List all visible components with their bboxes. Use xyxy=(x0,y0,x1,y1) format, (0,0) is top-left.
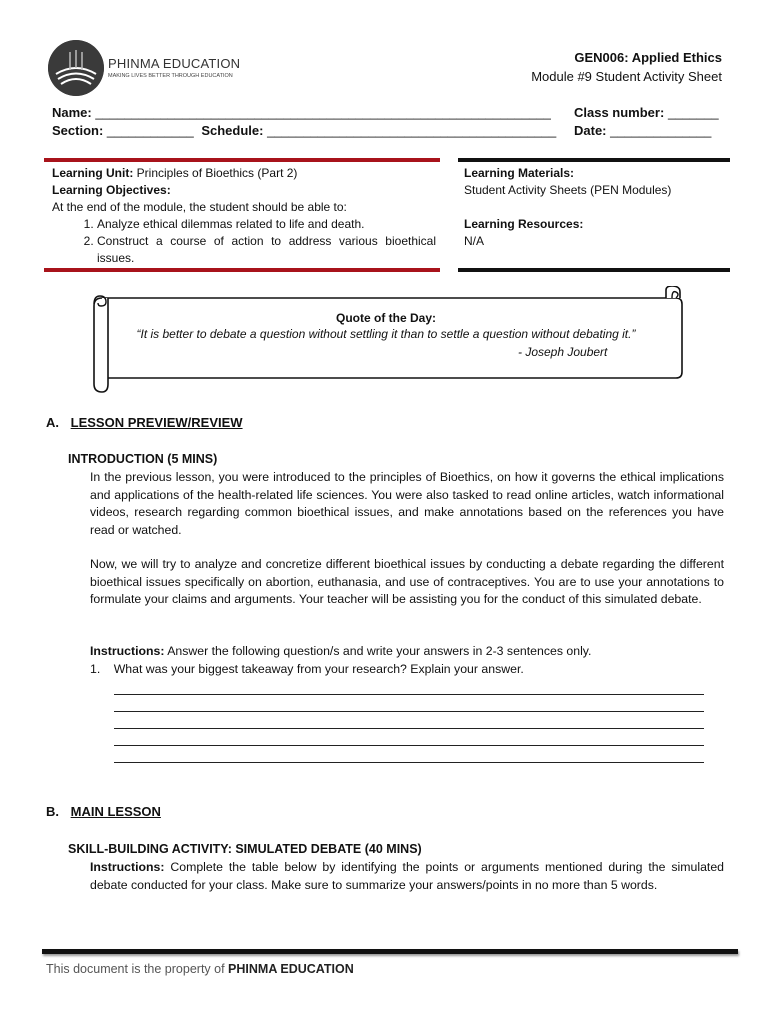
name-label: Name: xyxy=(52,105,92,120)
learning-objectives-intro: At the end of the module, the student should be able to: xyxy=(52,200,347,214)
instructions-text: Answer the following question/s and write your answers in 2-3 sentences only. xyxy=(167,644,592,658)
section-b-instructions xyxy=(90,859,724,894)
section-label: Section: xyxy=(52,123,104,138)
right-top-black-bar xyxy=(458,158,730,162)
logo-name: PHINMA EDUCATION xyxy=(108,56,241,71)
phinma-logo xyxy=(48,40,241,98)
section-blank[interactable]: ____________ xyxy=(106,123,194,138)
question-text: What was your biggest takeaway from your research? Explain your answer. xyxy=(113,662,524,676)
quote-text: “It is better to debate a question without settling it than to settle a question without debating it.” xyxy=(136,327,636,341)
course-code: GEN006: Applied Ethics xyxy=(574,50,722,65)
learning-materials-value: Student Activity Sheets (PEN Modules) xyxy=(464,183,672,197)
date-blank[interactable]: ______________ xyxy=(610,123,712,138)
class-number-field[interactable] xyxy=(574,104,719,122)
left-top-red-bar xyxy=(44,158,440,162)
left-bottom-red-bar xyxy=(44,268,440,272)
activity-heading: SKILL-BUILDING ACTIVITY: SIMULATED DEBATE (40 MINS) xyxy=(68,842,422,856)
section-b-letter: B. xyxy=(46,804,59,819)
footer-prefix: This document is the property of xyxy=(46,962,225,976)
objectives-list xyxy=(52,216,436,267)
section-a-instructions xyxy=(90,643,724,661)
right-bottom-black-bar xyxy=(458,268,730,272)
date-label: Date: xyxy=(574,123,607,138)
learning-materials-label: Learning Materials: xyxy=(464,166,575,180)
section-a-heading xyxy=(46,415,243,430)
footer-owner: PHINMA EDUCATION xyxy=(228,962,354,976)
name-blank[interactable]: _______________________________________________________________ xyxy=(95,105,551,120)
intro-paragraph-1: In the previous lesson, you were introduced to the principles of Bioethics, on how it governs the ethical implications and applications of the health-related life sciences. You were also tasked to read online articles, watch informational videos, research regarding common bioethical issues, and make annotations based on the references you have read or watched. xyxy=(90,470,724,537)
section-field[interactable] xyxy=(52,122,556,140)
logo-tagline: MAKING LIVES BETTER THROUGH EDUCATION xyxy=(108,73,233,79)
answer-line[interactable] xyxy=(114,762,704,763)
quote-scroll xyxy=(88,286,684,398)
intro-paragraph-2: Now, we will try to analyze and concretize different bioethical issues by conducting a debate regarding the different bioethical issues specifically on abortion, euthanasia, and use of contraceptives. You are to use your annotations to formulate your claims and arguments. Your teacher will be assisting you for the conduct of this simulated debate. xyxy=(90,557,724,606)
module-title: Module #9 Student Activity Sheet xyxy=(531,69,722,84)
objective-item: 1. Analyze ethical dilemmas related to life and death. xyxy=(97,216,436,233)
instructions-label: Instructions: xyxy=(90,860,165,874)
answer-line[interactable] xyxy=(114,728,704,729)
section-b-heading xyxy=(46,804,161,819)
scroll-banner-icon xyxy=(88,286,684,398)
footer-text xyxy=(46,962,354,976)
schedule-blank[interactable]: ________________________________________ xyxy=(267,123,557,138)
answer-line[interactable] xyxy=(114,694,704,695)
objective-item: 2. Construct a course of action to address various bioethical issues. xyxy=(97,233,436,267)
class-number-blank[interactable]: _______ xyxy=(667,105,719,120)
instructions-text: Complete the table below by identifying the points or arguments mentioned during the simulated debate conducted for your class. Make sure to summarize your answers/points in no more than 5 words. xyxy=(90,860,724,892)
course-header xyxy=(531,48,722,86)
learning-unit-label: Learning Unit: xyxy=(52,166,134,180)
name-field[interactable] xyxy=(52,104,551,122)
learning-unit-value: Principles of Bioethics (Part 2) xyxy=(136,166,298,180)
section-a-letter: A. xyxy=(46,415,59,430)
section-b-title: MAIN LESSON xyxy=(70,804,161,819)
instructions-label: Instructions: xyxy=(90,644,165,658)
answer-line[interactable] xyxy=(114,711,704,712)
learning-resources-value: N/A xyxy=(464,234,485,248)
learning-unit-box xyxy=(52,165,436,267)
quote-title: Quote of the Day: xyxy=(335,311,436,325)
learning-objectives-label: Learning Objectives: xyxy=(52,183,171,197)
question-number: 1. xyxy=(90,662,101,676)
introduction-heading: INTRODUCTION (5 MINS) xyxy=(68,452,218,466)
date-field[interactable] xyxy=(574,122,711,140)
learning-resources-label: Learning Resources: xyxy=(464,217,584,231)
phinma-emblem-icon xyxy=(48,40,104,96)
question-1 xyxy=(90,661,724,679)
section-a-title: LESSON PREVIEW/REVIEW xyxy=(70,415,243,430)
schedule-label: Schedule: xyxy=(201,123,264,138)
footer-bar xyxy=(42,949,738,954)
learning-materials-box xyxy=(464,165,726,250)
class-number-label: Class number: xyxy=(574,105,665,120)
learning-unit xyxy=(52,165,436,182)
quote-author: - Joseph Joubert xyxy=(518,345,608,359)
answer-line[interactable] xyxy=(114,745,704,746)
